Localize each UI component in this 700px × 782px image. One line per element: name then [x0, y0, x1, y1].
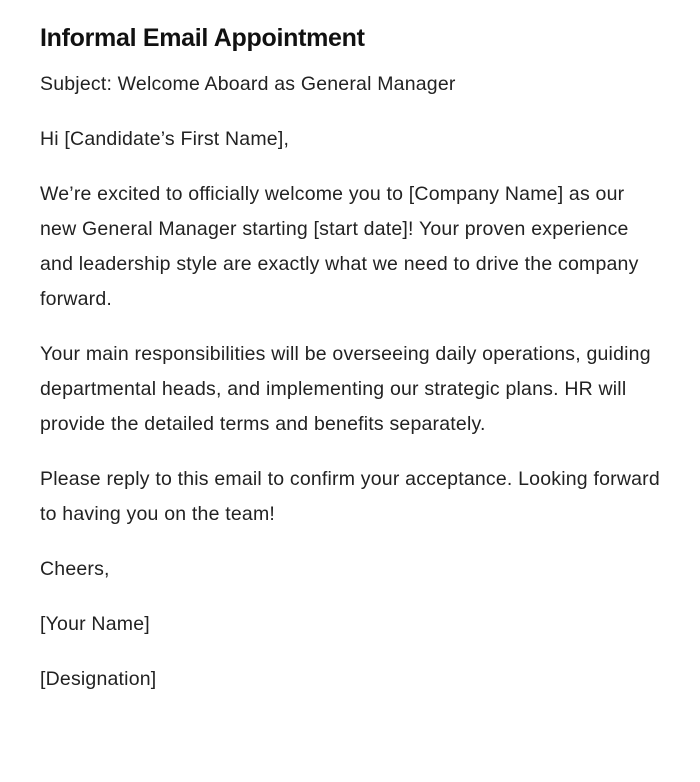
- sender-designation: [Designation]: [40, 668, 157, 690]
- body-paragraph: We’re excited to officially welcome you to [Company Name] as our new General Manager starting [start date]! Your proven experience and leadership style are exactly what we need to drive the company forward.: [40, 183, 639, 310]
- greeting: Hi [Candidate’s First Name],: [40, 128, 290, 150]
- body-paragraph: Your main responsibilities will be overseeing daily operations, guiding departmental heads, and implementing our strategic plans. HR will provide the detailed terms and benefits separately.: [40, 343, 651, 435]
- body-paragraph: Please reply to this email to confirm your acceptance. Looking forward to having you on the team!: [40, 468, 660, 525]
- document-title: Informal Email Appointment: [40, 24, 365, 52]
- sender-name: [Your Name]: [40, 613, 150, 635]
- closing: Cheers,: [40, 558, 110, 580]
- subject-line: Subject: Welcome Aboard as General Manager: [40, 73, 456, 95]
